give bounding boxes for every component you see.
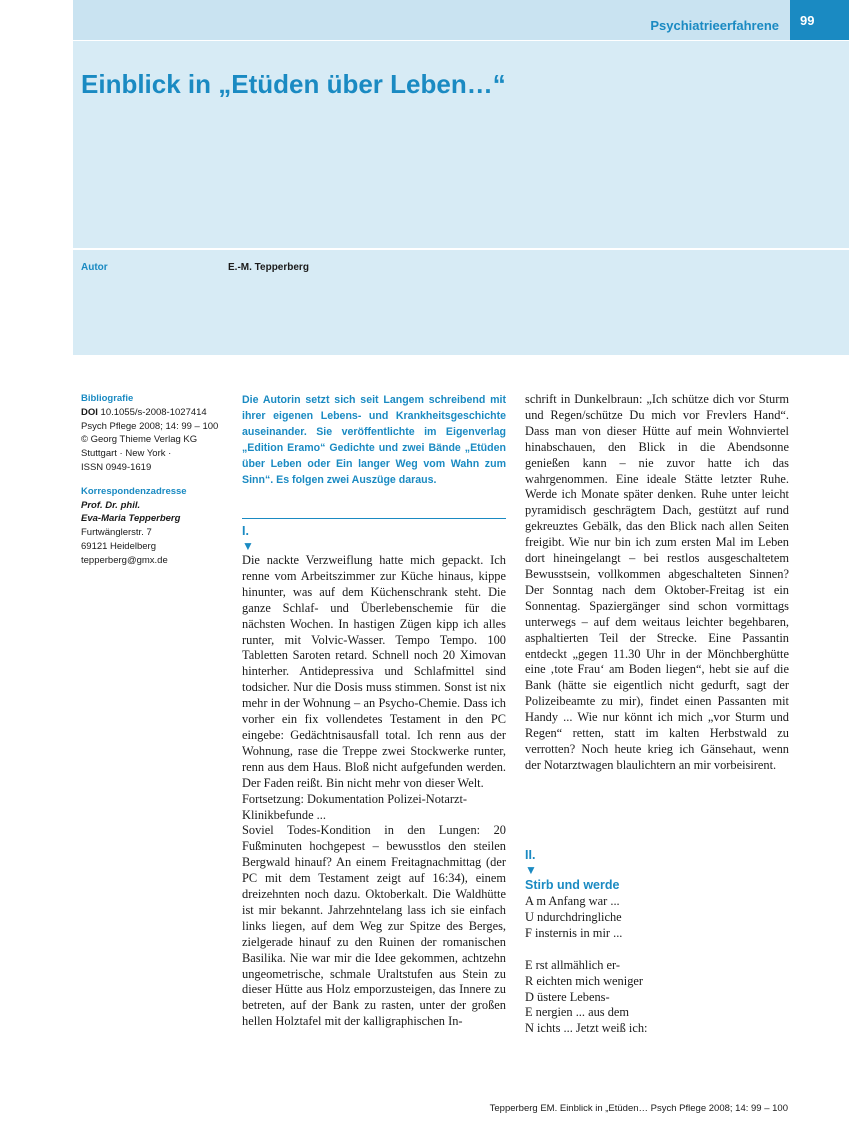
- paragraph-2-continued: schrift in Dunkelbraun: „Ich schütze dich vor Sturm und Regen/schütze Du mich vor Frevlers Hand“. Dass man von dieser Hütte auf mein Wohnviertel hinabschauen, den Blick in die Abendsonne genießen kann – nie zuvor hatte ich das wahrgenommen. Eine ideale Stätte letzter Ruhe. Werde ich Monate später denken. Ruhe unter leicht pyramidisch geschrägtem Dach, gestützt auf rund gekreuztes Gebälk, das den Blick nach allen Seiten freigibt. Wie nur bin ich zum ersten Mal im Leben dort hineingelangt – bei restlos ausgeschaltetem Bewusstsein, vollkommen abgeschalteten Sinnen? Der Sonntag nach dem Oktober-Freitag ist ein Sonnentag. Spaziergänger sind schon vormittags unterwegs – auf dem weitaus leichter begehbaren, asphaltierten Teil der Strecke. Eine Passantin entdeckt „gegen 11.30 Uhr in der Mönchberghütte eine ‚tote Frau‘ am Boden liegen“, hebt sie auf die Bank (hätte sie eigentlich nicht gedurft, sagt der Polizeibeamte zu mir), findet einen Passanten mit Handy ... Wie nur könnt ich mich „vor Sturm und Regen“ retten, statt im kalten Herbstwald zu verrotten? Noch heute krieg ich Gänsehaut, wenn der Notarztwagen blaulichtern an mir vorbeisirent.: [525, 392, 789, 772]
- poem-line: N ichts ... Jetzt weiß ich:: [525, 1021, 648, 1036]
- poem-line: D üstere Lebens-: [525, 989, 610, 1004]
- section-2-title: Stirb und werde: [525, 878, 620, 892]
- citation-line: Psych Pflege 2008; 14: 99 – 100: [81, 420, 219, 432]
- author-label: Autor: [81, 262, 108, 273]
- doi-line: [81, 406, 231, 420]
- poem: [525, 894, 789, 1037]
- footer-citation: Tepperberg EM. Einblick in „Etüden… Psych Pflege 2008; 14: 99 – 100: [489, 1103, 788, 1114]
- publisher-line: © Georg Thieme Verlag KG: [81, 434, 198, 446]
- publisher-location-line: Stuttgart · New York ·: [81, 448, 172, 460]
- address-city: 69121 Heidelberg: [81, 540, 157, 552]
- email-link[interactable]: tepperberg@gmx.de: [81, 554, 168, 566]
- page-number: 99: [790, 0, 849, 40]
- body-column-2: [525, 392, 789, 1037]
- correspondence-heading: Korrespondenzadresse: [81, 485, 187, 497]
- paragraph-1: Die nackte Verzweiflung hatte mich gepackt. Ich renne vom Arbeitszimmer zur Küche hinaus, kippe hinunter, was auf dem Küchenschrank steht. Die ganze Schlaf- und Überlebenschemie für die nächsten Wochen. In hastigen Zügen kipp ich alles runter, mit Volvic-Wasser. Tempo Tempo. 100 Tabletten Saroten retard. Schnell noch 20 Ximovan hinterher. Antidepressiva und Schlafmittel sind todsicher. Nur die Dosis muss stimmen. Sonst ist nix mehr in der Wohnung – an Psycho-Chemie. Dass ich vorher ein fix vollendetes Testament in den PC eingebe: Gedächtnisausfall total. Ich renn aus der Wohnung, rase die Treppe zwei Stockwerke runter, renn aus dem Haus. Bloß nicht aufgefunden werden. Der Faden reißt. Bin nicht mehr von dieser Welt.: [242, 553, 506, 790]
- section-1-number: I.: [242, 524, 249, 538]
- paragraph-2: Soviel Todes-Kondition in den Lungen: 20 Fußminuten hochgepest – bewusstlos den steilen Bergwald hinauf? An einem Freitagnachmittag (der PC mit dem Testament zeigt auf 16:34), einem dreizehnten noch dazu. Oktoberkalt. Die Waldhütte ist mir bekannt. Jahrzehntelang lass ich sie einfach links liegen, auf dem Weg zur Spitze des Berges, zielgerade hinauf zu den Ruinen der romanischen Basilika. Nie war mir die Idee gekommen, achtzehn ungeometrische, schmale Uraltstufen aus Stein zu dieser Hütte aus Holz emporzusteigen, das Innere zu betreten, auf der Bank zu rasten, unter der großen hellen Holztafel mit der kalligraphischen In-: [242, 823, 506, 1029]
- title-band: [73, 41, 849, 248]
- paragraph-1-continuation: Fortsetzung: Dokumentation Polizei-Notarzt-Klinikbefunde ...: [242, 791, 468, 822]
- correspondence-name: Eva-Maria Tepperberg: [81, 513, 181, 525]
- article-title: Einblick in „Etüden über Leben…“: [81, 69, 506, 99]
- lead-paragraph: Die Autorin setzt sich seit Langem schreibend mit ihrer eigenen Lebens- und Krankheitsgeschichte auseinander. Sie veröffentlichte im Eigenverlag „Edition Eramo“ Gedichte und zwei Bände „Etüden über Leben oder Ein langer Weg vom Wahn zum Sinn“. Es folgen zwei Auszüge daraus.: [242, 394, 506, 486]
- bibliography-sidebar: [81, 392, 231, 568]
- section-divider: [242, 518, 506, 519]
- author-name: E.-M. Tepperberg: [228, 262, 309, 273]
- poem-line: E nergien ... aus dem: [525, 1005, 630, 1020]
- header-bar: [73, 0, 849, 40]
- poem-line: R eichten mich weniger: [525, 973, 644, 988]
- poem-line: F insternis in mir ...: [525, 925, 623, 940]
- triangle-down-icon: ▼: [242, 539, 254, 553]
- issn-line: ISSN 0949-1619: [81, 461, 152, 473]
- bibliography-heading: Bibliografie: [81, 393, 134, 404]
- doi-label: DOI: [81, 406, 98, 418]
- poem-line: A m Anfang war ...: [525, 894, 620, 908]
- poem-line: E rst allmählich er-: [525, 957, 621, 972]
- address-street: Furtwänglerstr. 7: [81, 527, 152, 539]
- section-label: Psychiatrieerfahrene: [650, 18, 779, 33]
- doi-value: 10.1055/s-2008-1027414: [97, 406, 207, 418]
- correspondence-title: Prof. Dr. phil.: [81, 499, 141, 511]
- triangle-down-icon: ▼: [525, 863, 537, 877]
- poem-line: U ndurchdringliche: [525, 909, 622, 924]
- body-column-1: [242, 392, 506, 1030]
- author-band: [73, 250, 849, 355]
- section-2-number: II.: [525, 848, 536, 862]
